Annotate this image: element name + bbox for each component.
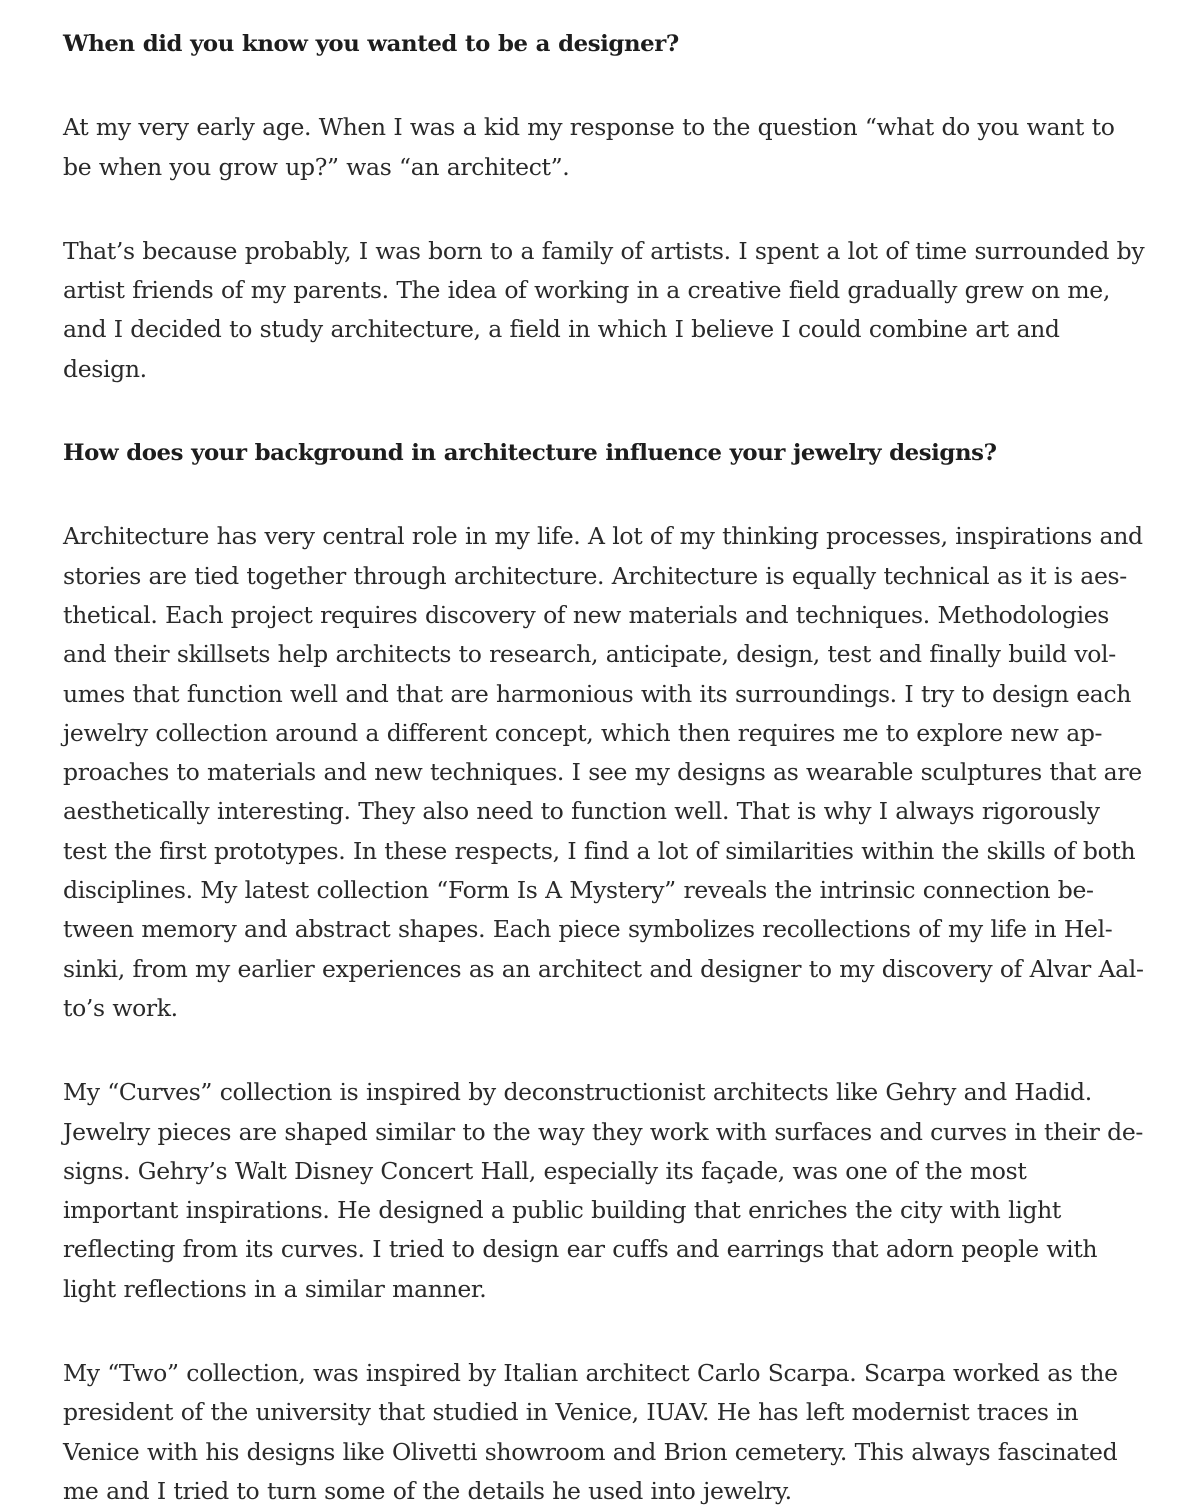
answer-paragraph-5: My “Two” collection, was inspired by Italian architect Carlo Scarpa. Scarpa worked as the president of the university that studied in Venice, IUAV. He has left modernist traces in Venice with his designs like Olivetti showroom and Brion cemetery. This always fascinated me and I tried to turn some of the details he used into jewelry. xyxy=(63,1359,1118,1505)
article-body xyxy=(63,0,1148,1511)
answer-paragraph-4: My “Curves” collection is inspired by deconstructionist architects like Gehry and Hadid. Jewelry pieces are shaped similar to the way they work with surfaces and curves in their designs. Gehry’s Walt Disney Concert Hall, especially its façade, was one of the most important inspirations. He designed a public building that enriches the city with light reflecting from its curves. I tried to design ear cuffs and earrings that adorn people with light reflections in a similar manner. xyxy=(63,1078,1144,1303)
question-heading-2: How does your background in architecture influence your jewelry designs? xyxy=(63,440,997,467)
answer-paragraph-1: At my very early age. When I was a kid my response to the question “what do you want to be when you grow up?” was “an architect”. xyxy=(63,113,1115,181)
question-heading-1: When did you know you wanted to be a designer? xyxy=(63,31,679,57)
answer-paragraph-2: That’s because probably, I was born to a family of artists. I spent a lot of time surrounded by artist friends of my parents. The idea of working in a creative field gradually grew on me, and I decided to study architecture, a field in which I believe I could combine art and design. xyxy=(63,236,1145,383)
answer-paragraph-3: Architecture has very central role in my life. A lot of my thinking processes, inspirations and stories are tied together through architecture. Architecture is equally technical as it is aesthetical. Each project requires discovery of new materials and techniques. Methodologies and their skillsets help architects to research, anticipate, design, test and finally build volumes that function well and that are harmonious with its surroundings. I try to design each jewelry collection around a different concept, which then requires me to explore new approaches to materials and new techniques. I see my designs as wearable sculptures that are aesthetically interesting. They also need to function well. That is why I always rigorously test the first prototypes. In these respects, I find a lot of similarities within the skills of both disciplines. My latest collection “Form Is A Mystery” reveals the intrinsic connection between memory and abstract shapes. Each piece symbolizes recollections of my life in Helsinki, from my earlier experiences as an architect and designer to my discovery of Alvar Aalto’s work. xyxy=(63,522,1144,1022)
